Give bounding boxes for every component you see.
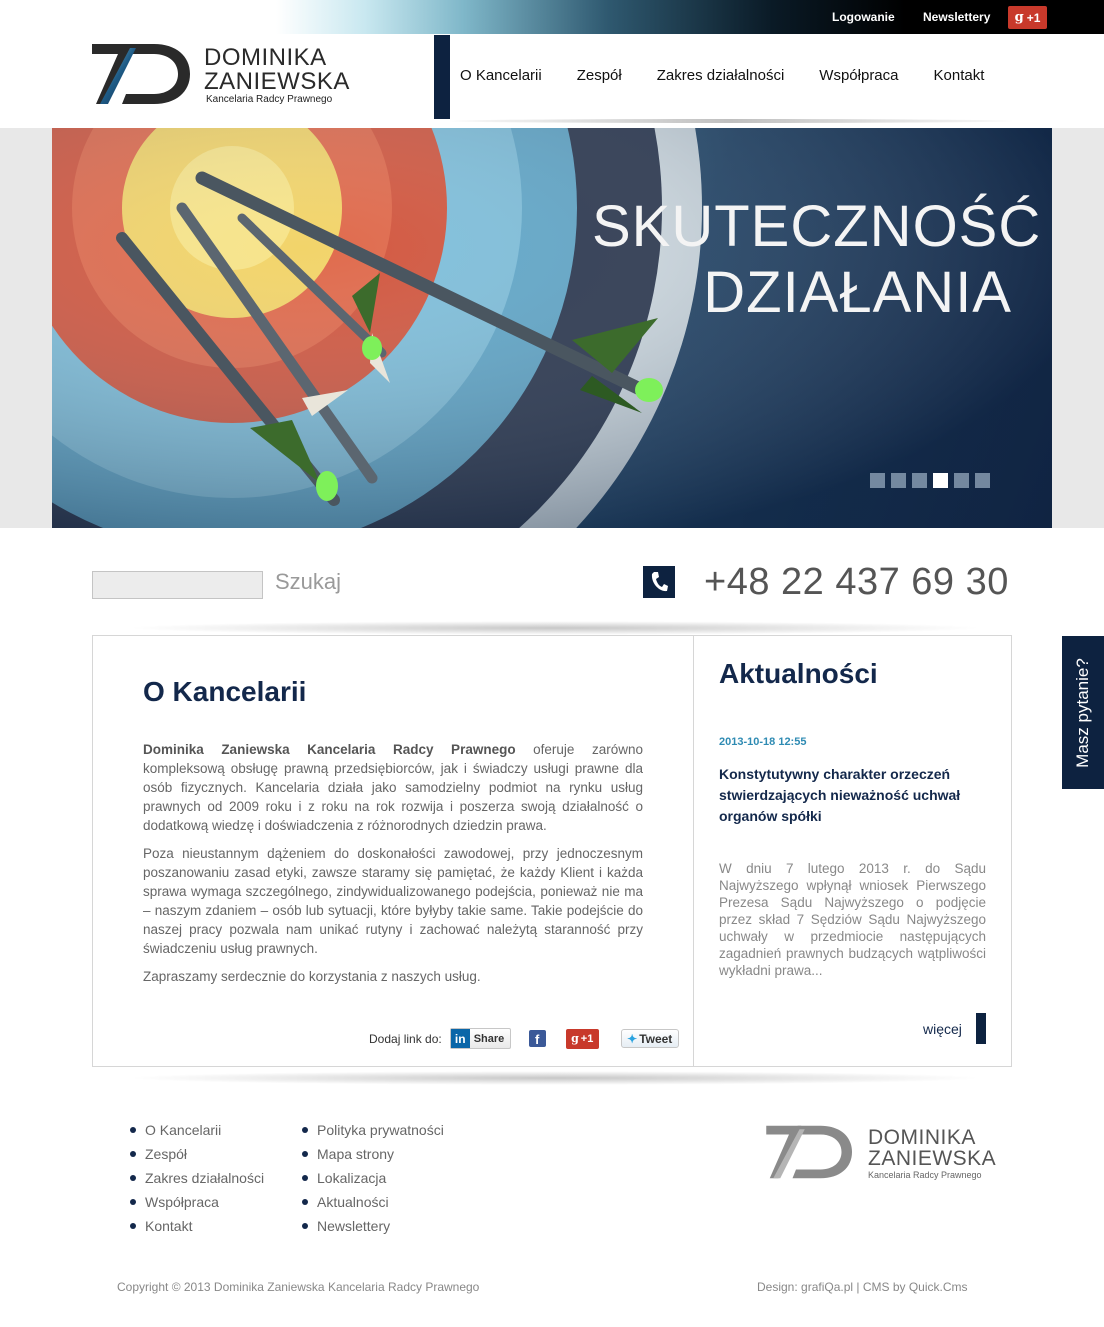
footer-link-privacy[interactable]: Polityka prywatności [302, 1118, 444, 1142]
target-arrows-image [52, 128, 1052, 528]
slider-dot[interactable] [891, 473, 906, 488]
facebook-icon[interactable]: f [529, 1030, 546, 1047]
share-label: Dodaj link do: [369, 1031, 442, 1046]
footer-link-newsletter[interactable]: Newslettery [302, 1214, 444, 1238]
footer-link-contact[interactable]: Kontakt [130, 1214, 264, 1238]
logo-mark-icon [92, 42, 192, 106]
news-excerpt: W dniu 7 lutego 2013 r. do Sądu Najwyższego wpłynął wniosek Pierwszego Prezesa Sądu Najwyższego o podjęcie przez skład 7 Sędziów Sądu Najwyższego uchwały w przedmiocie następujących zagadnień prawnych budzących wątpliwości wykładni prawa... [719, 861, 986, 978]
footer-link-about[interactable]: O Kancelarii [130, 1118, 264, 1142]
slider-dot[interactable] [870, 473, 885, 488]
phone-icon [643, 566, 675, 598]
news-title: Aktualności [719, 658, 878, 689]
content-bottom-shadow [125, 1071, 985, 1085]
top-bar [0, 0, 1104, 34]
tweet-button[interactable]: ✦ Tweet [621, 1029, 679, 1048]
slider-dot[interactable] [933, 473, 948, 488]
footer-logo-name: DOMINIKA ZANIEWSKA [868, 1126, 997, 1170]
gplus-button[interactable]: g +1 [1008, 6, 1047, 29]
footer-logo[interactable] [766, 1124, 996, 1184]
footer-link-location[interactable]: Lokalizacja [302, 1166, 444, 1190]
more-accent-bar [976, 1013, 986, 1044]
footer-logo-subtitle: Kancelaria Radcy Prawnego [868, 1170, 982, 1180]
logo-subtitle: Kancelaria Radcy Prawnego [206, 94, 333, 105]
ask-question-tab[interactable]: Masz pytanie? [1062, 636, 1104, 789]
about-paragraph-1: Dominika Zaniewska Kancelaria Radcy Prawnego oferuje zarówno kompleksową obsługę prawną przedsiębiorców, jak i świadczy usługi prawne dla osób fizycznych. Kancelaria działa jako samodzielny podmiot na rynku usług prawnych od 2009 roku i z roku na rok rozwija i poszerza swoją działalność o dodatkową wiedzę i doświadczenia z różnorodnych dziedzin prawa. [143, 742, 643, 833]
search-input[interactable] [92, 571, 263, 599]
slider-dots [870, 473, 990, 488]
logo-name: DOMINIKA ZANIEWSKA [204, 44, 350, 95]
linkedin-share-button[interactable]: in Share [450, 1028, 511, 1049]
footer-link-cooperation[interactable]: Współpraca [130, 1190, 264, 1214]
banner-title: SKUTECZNOŚĆ DZIAŁANIA [592, 194, 1042, 325]
nav-item-cooperation[interactable]: Współpraca [819, 67, 899, 84]
about-paragraph-3: Zapraszamy serdecznie do korzystania z naszych usług. [143, 969, 481, 984]
about-title: O Kancelarii [143, 676, 307, 707]
google-plus-share-button[interactable]: g +1 [566, 1029, 599, 1049]
slider-dot[interactable] [975, 473, 990, 488]
nav-item-scope[interactable]: Zakres działalności [656, 67, 785, 84]
login-link[interactable]: Logowanie [832, 10, 895, 24]
nav-item-team[interactable]: Zespół [576, 67, 622, 84]
news-date: 2013-10-18 12:55 [719, 736, 807, 748]
content-top-shadow [125, 621, 985, 635]
header-divider [450, 119, 1012, 123]
footer-link-sitemap[interactable]: Mapa strony [302, 1142, 444, 1166]
twitter-icon: ✦ [627, 1031, 638, 1046]
nav-accent-bar [434, 35, 450, 119]
design-credit[interactable]: Design: grafiQa.pl | CMS by Quick.Cms [757, 1280, 968, 1294]
about-text [143, 740, 643, 995]
footer-link-scope[interactable]: Zakres działalności [130, 1166, 264, 1190]
hero-banner[interactable] [52, 128, 1052, 528]
footer-nav-col-2 [302, 1118, 444, 1238]
column-divider [693, 636, 694, 1066]
newsletter-link[interactable]: Newslettery [923, 10, 991, 24]
nav-item-contact[interactable]: Kontakt [933, 67, 985, 84]
logo[interactable] [92, 42, 352, 108]
footer-logo-mark-icon [766, 1124, 854, 1180]
content-box [92, 635, 1012, 1067]
nav-item-about[interactable]: O Kancelarii [460, 67, 542, 84]
google-plus-icon: g [571, 1032, 579, 1045]
share-bar [369, 1028, 679, 1049]
phone-number: +48 22 437 69 30 [704, 561, 1009, 603]
footer-link-team[interactable]: Zespół [130, 1142, 264, 1166]
slider-dot[interactable] [912, 473, 927, 488]
footer-nav-col-1 [130, 1118, 264, 1238]
news-headline-link[interactable]: Konstytutywny charakter orzeczeń stwierdzających nieważność uchwał organów spółki [719, 766, 961, 824]
search-button[interactable]: Szukaj [275, 569, 342, 594]
slider-dot[interactable] [954, 473, 969, 488]
google-plus-icon: g [1014, 10, 1024, 25]
about-paragraph-2: Poza nieustannym dążeniem do doskonałości zawodowej, przy jednoczesnym poszanowaniu zasad etyki, zawsze staramy się pamiętać, że każdy Klient i każda sprawa wymaga szczególnego, zindywidualizowanego podejścia, ponieważ nie ma – naszym zdaniem – osób lub sytuacji, które byłyby takie same. Takie podejście do naszej pracy pozwala nam unikać rutyny i zachować należytą staranność przy świadczeniu usług prawnych. [143, 846, 643, 956]
main-nav [460, 67, 1019, 84]
more-link[interactable]: więcej [923, 1021, 962, 1037]
footer-link-news[interactable]: Aktualności [302, 1190, 444, 1214]
copyright: Copyright © 2013 Dominika Zaniewska Kancelaria Radcy Prawnego [117, 1280, 480, 1294]
linkedin-icon: in [451, 1029, 470, 1048]
